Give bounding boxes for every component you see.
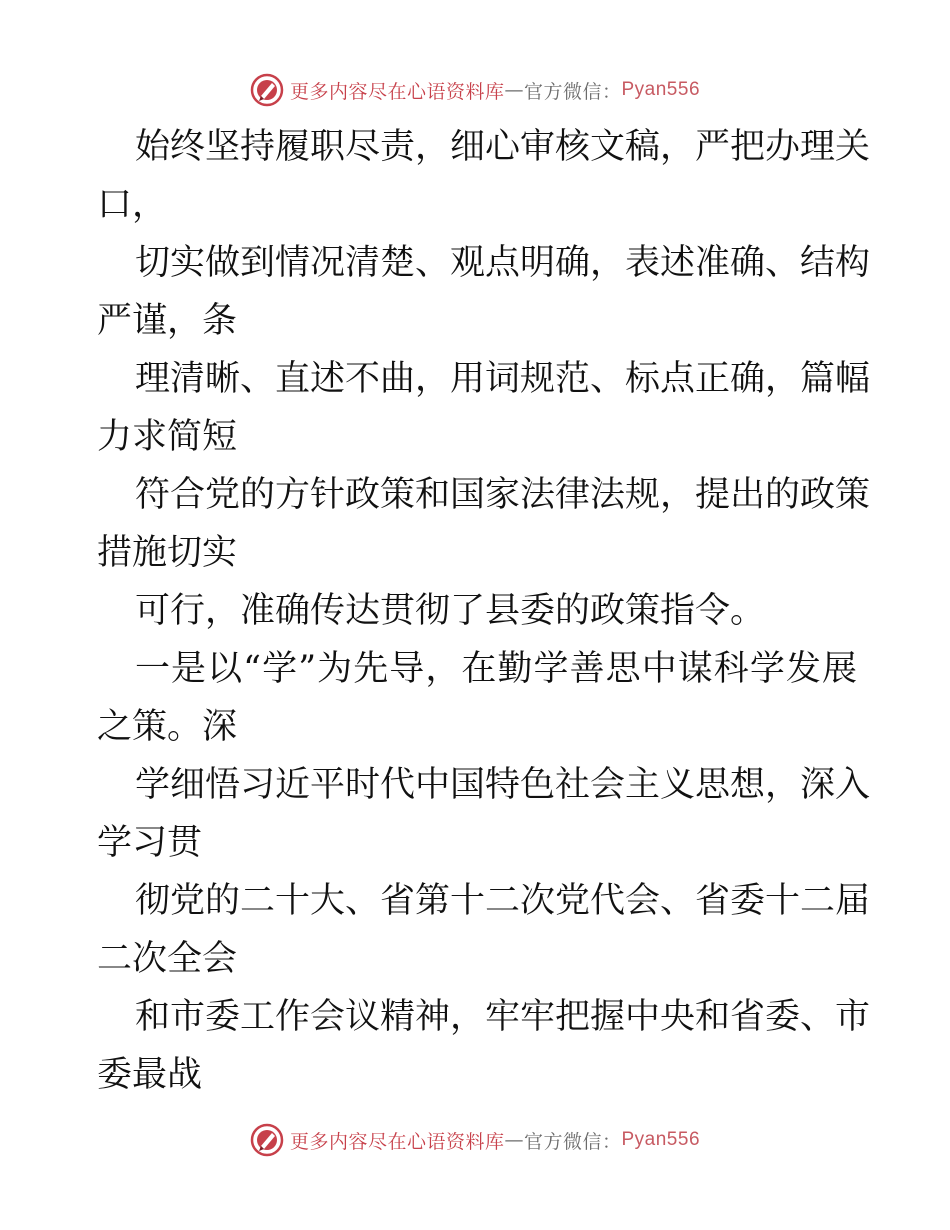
text-line: 符合党的方针政策和国家法律法规，提出的政策 [135,475,871,515]
watermark-brand-text: 更多内容尽在心语资料库 [289,1130,505,1153]
text-line: 委最战 [97,1055,203,1095]
text-line: 可行，准确传达贯彻了县委的政策指令。 [135,591,766,631]
text-line: 一是以“学”为先导，在勤学善思中谋科学发展 [135,649,857,689]
watermark-brand-text: 更多内容尽在心语资料库 [289,80,505,103]
text-line: 学习贯 [97,823,203,863]
pen-nib-logo-icon [250,1123,284,1157]
footer-watermark [0,1120,950,1160]
text-line: 严谨，条 [97,301,238,341]
watermark-wechat-id: Pyan556 [621,79,701,100]
watermark-wechat-label: 官方微信： [523,80,622,103]
document-body [97,118,871,1104]
text-line: 始终坚持履职尽责，细心审核文稿，严把办理关 [135,127,871,167]
watermark-separator: — [504,1129,524,1151]
text-line: 力求简短 [97,417,238,457]
watermark-wechat-label: 官方微信： [523,1130,622,1153]
text-line: 口， [97,185,168,225]
text-line: 彻党的二十大、省第十二次党代会、省委十二届 [135,881,871,921]
text-line: 二次全会 [97,939,238,979]
text-line: 理清晰、直述不曲，用词规范、标点正确，篇幅 [135,359,871,399]
text-line: 切实做到情况清楚、观点明确，表述准确、结构 [135,243,871,283]
watermark-separator: — [504,79,524,101]
text-line: 措施切实 [97,533,238,573]
header-watermark [0,70,950,110]
text-line: 和市委工作会议精神，牢牢把握中央和省委、市 [135,997,871,1037]
watermark-wechat-id: Pyan556 [621,1129,701,1150]
text-line: 之策。深 [97,707,238,747]
text-line: 学细悟习近平时代中国特色社会主义思想，深入 [135,765,871,805]
pen-nib-logo-icon [250,73,284,107]
